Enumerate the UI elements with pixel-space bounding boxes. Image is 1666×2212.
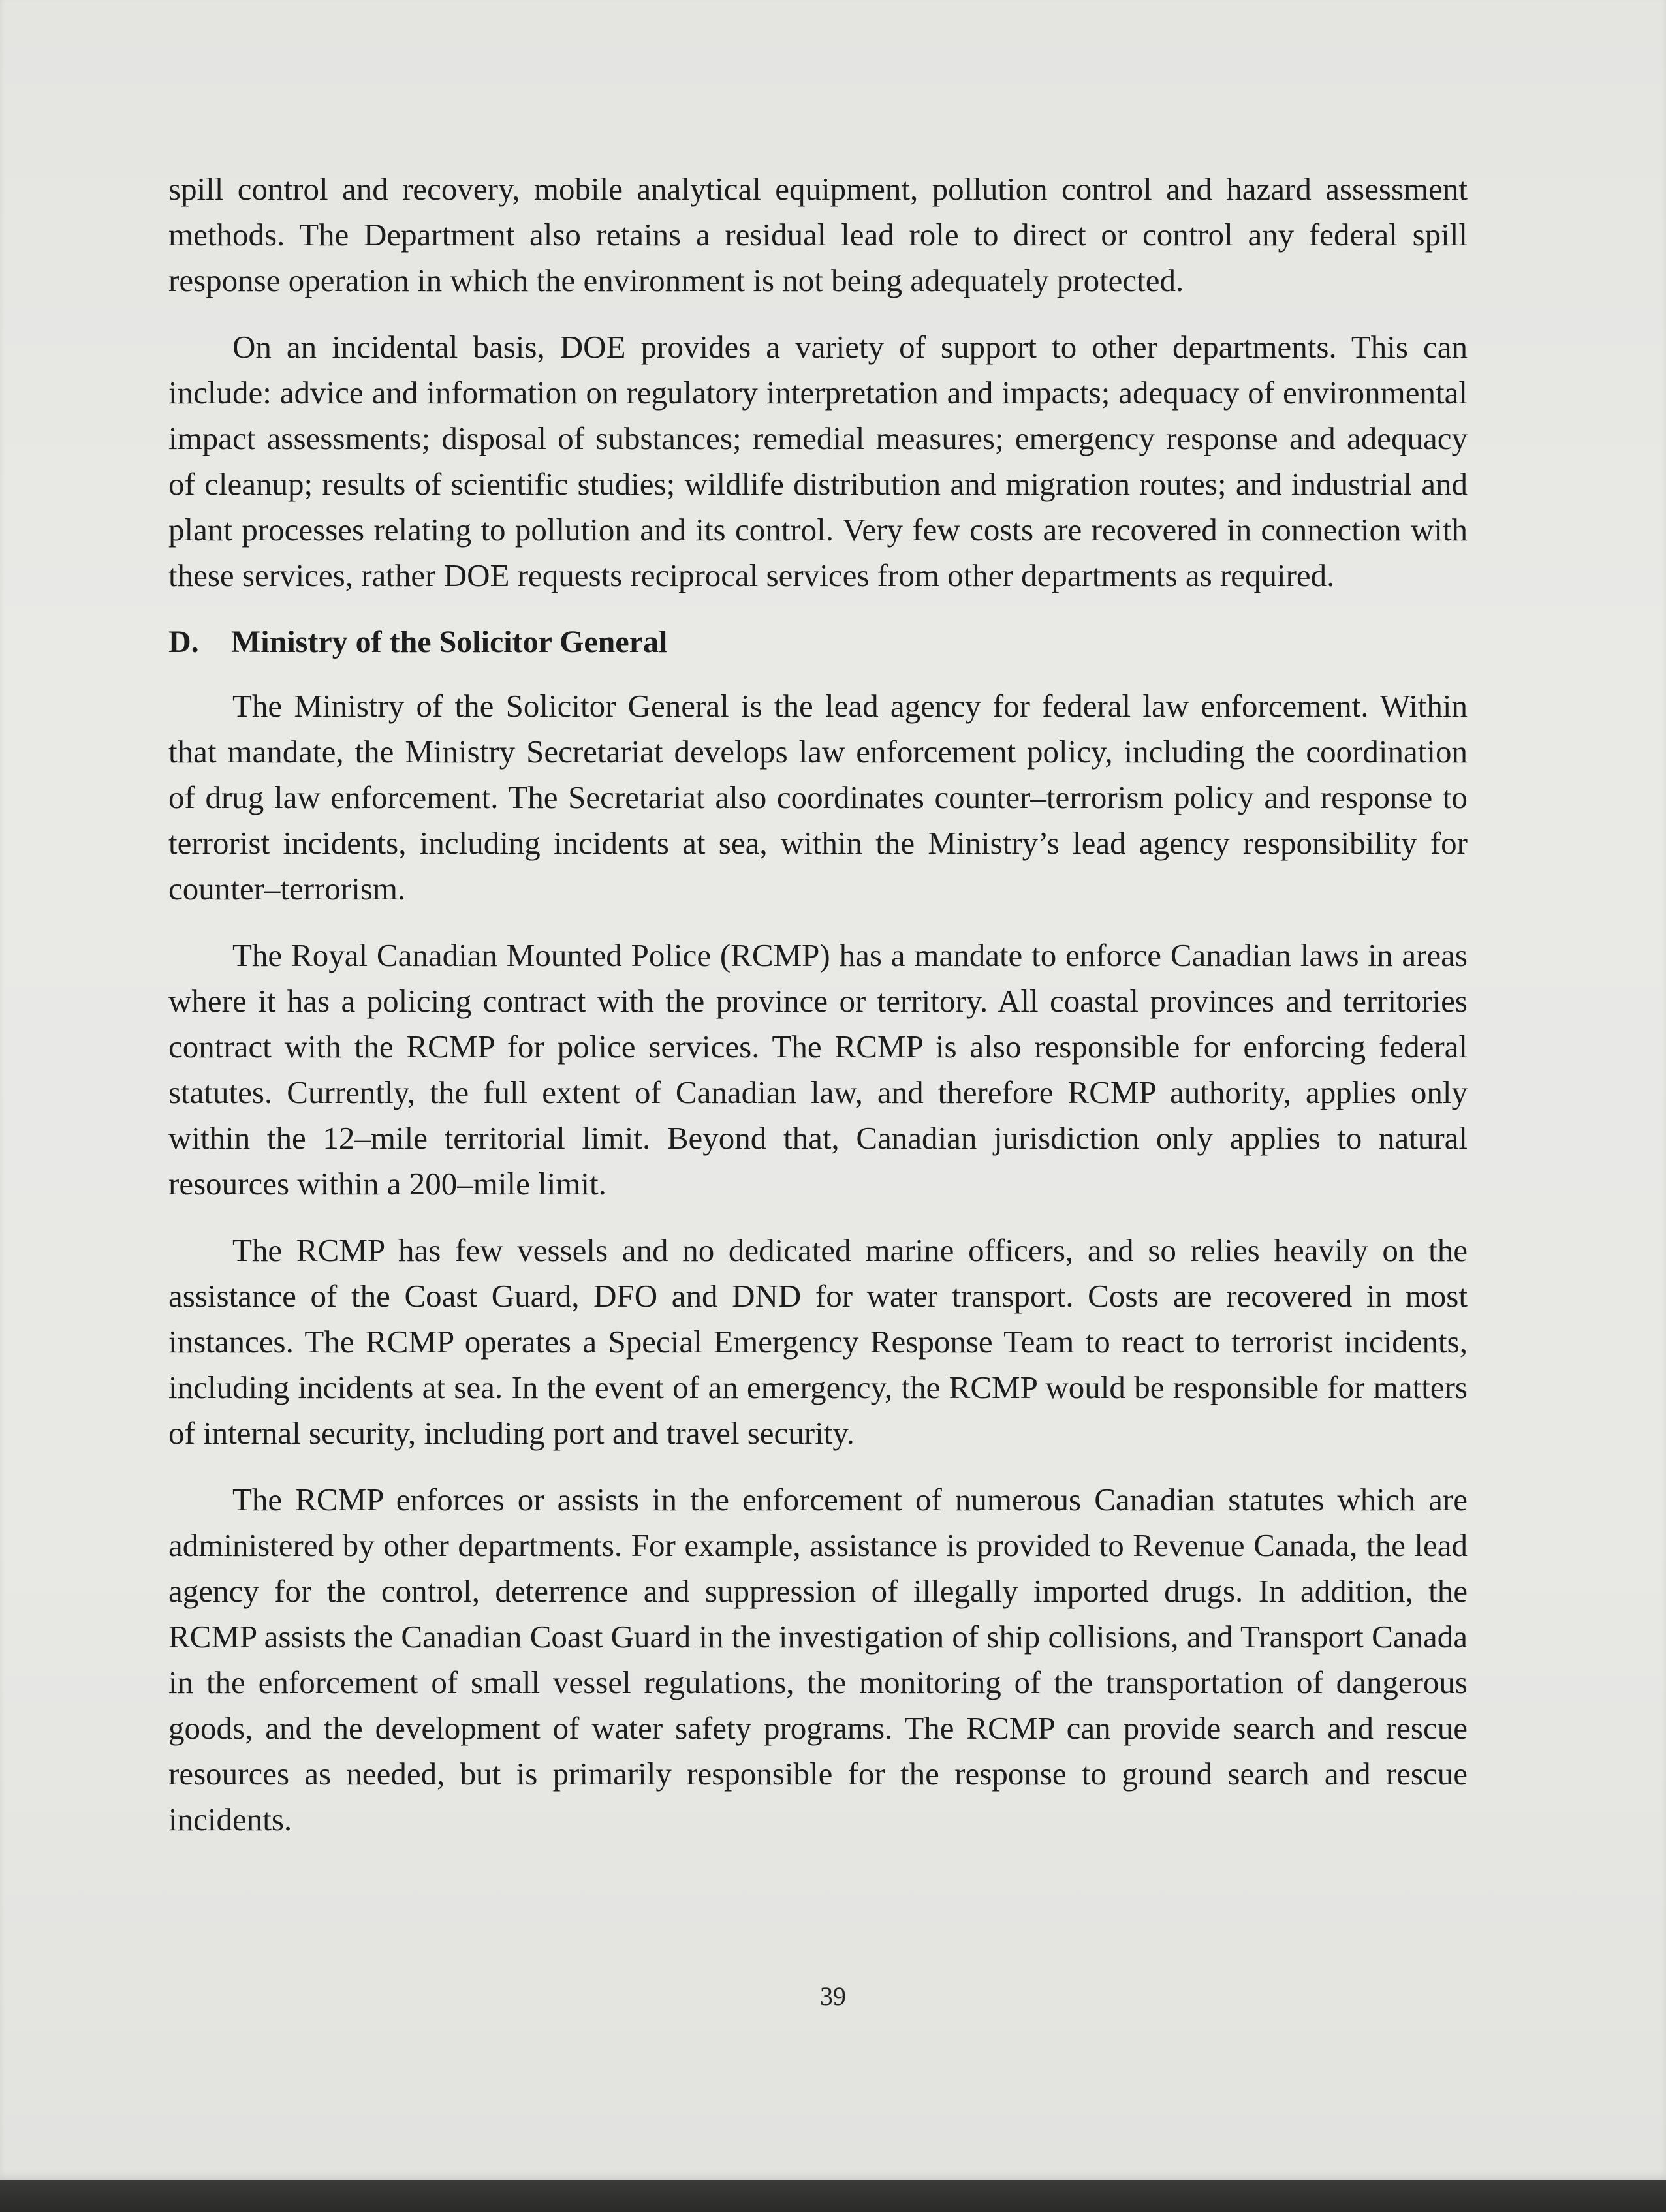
paragraph-rcmp-mandate: The Royal Canadian Mounted Police (RCMP) has a mandate to enforce Canadian laws in areas where it has a policing contract with the province or territory. All coastal provinces and territories contract with the RCMP for police services. The RCMP is also responsible for enforcing federal statutes. Currently, the full extent of Canadian law, and therefore RCMP authority, applies only within the 12–mile territorial limit. Beyond that, Canadian jurisdiction only applies to natural resources within a 200–mile limit.	[168, 937, 1468, 1202]
section-heading	[168, 619, 1468, 665]
page-bottom-edge	[0, 2180, 1666, 2212]
paragraph-rcmp-vessels: The RCMP has few vessels and no dedicated marine officers, and so relies heavily on the assistance of the Coast Guard, DFO and DND for water transport. Costs are recovered in most instances. The RCMP operates a Special Emergency Response Team to react to terrorist incidents, including incidents at sea. In the event of an emergency, the RCMP would be responsible for matters of internal security, including port and travel security.	[168, 1232, 1468, 1451]
paragraph-solicitor-general: The Ministry of the Solicitor General is the lead agency for federal law enforcement. Within that mandate, the Ministry Secretariat develops law enforcement policy, including the coordination of drug law enforcement. The Secretariat also coordinates counter–terrorism policy and response to terrorist incidents, including incidents at sea, within the Ministry’s lead agency responsibility for counter–terrorism.	[168, 688, 1468, 907]
paragraph-rcmp-enforcement: The RCMP enforces or assists in the enforcement of numerous Canadian statutes which are administered by other departments. For example, assistance is provided to Revenue Canada, the lead agency for the control, deterrence and suppression of illegally imported drugs. In addition, the RCMP assists the Canadian Coast Guard in the investigation of ship collisions, and Transport Canada in the enforcement of small vessel regulations, the monitoring of the transportation of dangerous goods, and the development of water safety programs. The RCMP can provide search and rescue resources as needed, but is primarily responsible for the response to ground search and rescue incidents.	[168, 1482, 1468, 1837]
page-number: 39	[820, 1982, 846, 2011]
paragraph-continuation: spill control and recovery, mobile analytical equipment, pollution control and hazard assessment methods. The Department also retains a residual lead role to direct or control any federal spill response operation in which the environment is not being adequately protected.	[168, 171, 1468, 298]
page-content	[168, 166, 1468, 1863]
paragraph-doe-support: On an incidental basis, DOE provides a variety of support to other departments. This can include: advice and information on regulatory interpretation and impacts; adequacy of environmental impact assessments; disposal of substances; remedial measures; emergency response and adequacy of cleanup; results of scientific studies; wildlife distribution and migration routes; and industrial and plant processes relating to pollution and its control. Very few costs are recovered in connection with these services, rather DOE requests reciprocal services from other departments as required.	[168, 329, 1468, 593]
section-title: Ministry of the Solicitor General	[231, 625, 668, 659]
section-letter: D.	[168, 625, 199, 659]
